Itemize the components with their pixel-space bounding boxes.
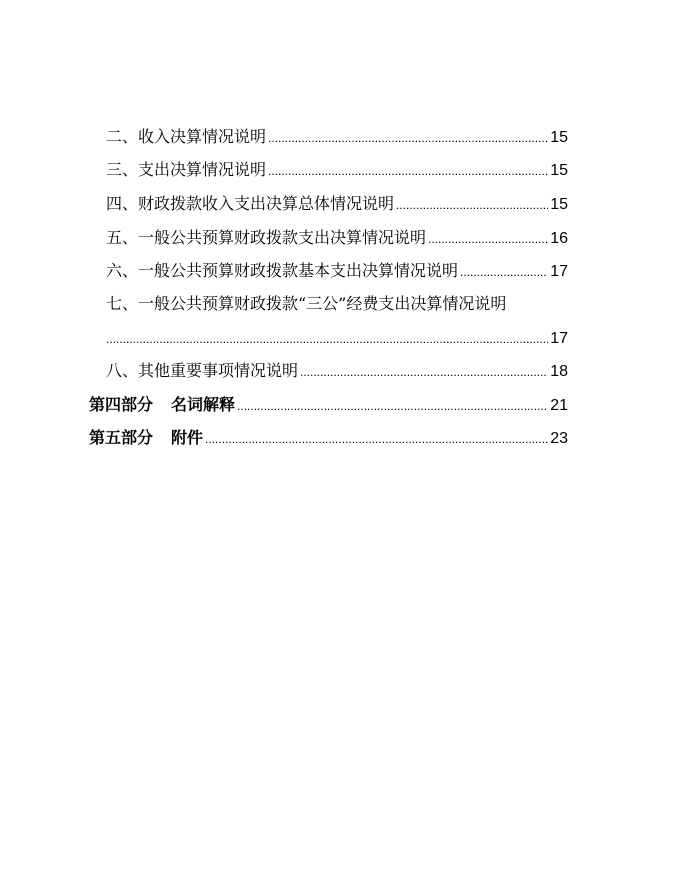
toc-entry-label: 五、一般公共预算财政拨款支出决算情况说明 bbox=[106, 228, 427, 247]
toc-part-four[interactable] bbox=[89, 395, 568, 416]
dot-leader bbox=[205, 428, 548, 449]
dot-leader bbox=[268, 127, 548, 148]
dot-leader bbox=[460, 261, 548, 282]
toc-part-label bbox=[89, 428, 203, 448]
toc-entry-label: 四、财政拨款收入支出决算总体情况说明 bbox=[106, 194, 395, 213]
toc-part-title: 名词解释 bbox=[171, 395, 236, 414]
toc-part-title: 附件 bbox=[171, 428, 204, 447]
toc-entry-three-public-line2[interactable] bbox=[106, 328, 568, 349]
toc-page-number: 18 bbox=[550, 363, 568, 380]
dot-leader bbox=[268, 160, 548, 181]
toc-part-number: 第四部分 bbox=[89, 395, 154, 414]
toc-entry-label: 三、支出决算情况说明 bbox=[106, 160, 267, 179]
toc-entry-label: 二、收入决算情况说明 bbox=[106, 127, 267, 146]
dot-leader bbox=[106, 328, 548, 349]
toc-page-number: 15 bbox=[550, 196, 568, 213]
toc-entry-label: 六、一般公共预算财政拨款基本支出决算情况说明 bbox=[106, 261, 459, 280]
toc-page-number: 15 bbox=[550, 162, 568, 179]
toc-entry-general-budget[interactable] bbox=[106, 228, 568, 249]
toc-entry-label: 七、一般公共预算财政拨款“三公”经费支出决算情况说明 bbox=[106, 294, 507, 313]
toc-page-number: 17 bbox=[550, 263, 568, 280]
toc-page-number: 21 bbox=[550, 397, 568, 414]
toc-entry-label: 八、其他重要事项情况说明 bbox=[106, 361, 299, 380]
toc-page-number: 15 bbox=[550, 129, 568, 146]
toc-entry-other-matters[interactable] bbox=[106, 361, 568, 382]
toc-part-number: 第五部分 bbox=[89, 428, 154, 447]
toc-entry-expenditure[interactable] bbox=[106, 160, 568, 181]
toc-entry-fiscal-overall[interactable] bbox=[106, 194, 568, 215]
toc-part-label bbox=[89, 395, 235, 415]
dot-leader bbox=[300, 361, 548, 382]
toc-entry-three-public-line1[interactable] bbox=[106, 294, 568, 314]
dot-leader bbox=[428, 228, 548, 249]
dot-leader bbox=[237, 395, 548, 416]
toc-page-number: 16 bbox=[550, 230, 568, 247]
toc-entry-basic-expenditure[interactable] bbox=[106, 261, 568, 282]
dot-leader bbox=[396, 194, 548, 215]
toc-page-number: 23 bbox=[550, 430, 568, 447]
toc-page-number: 17 bbox=[550, 330, 568, 347]
toc-part-five[interactable] bbox=[89, 428, 568, 449]
toc-entry-income[interactable] bbox=[106, 127, 568, 148]
